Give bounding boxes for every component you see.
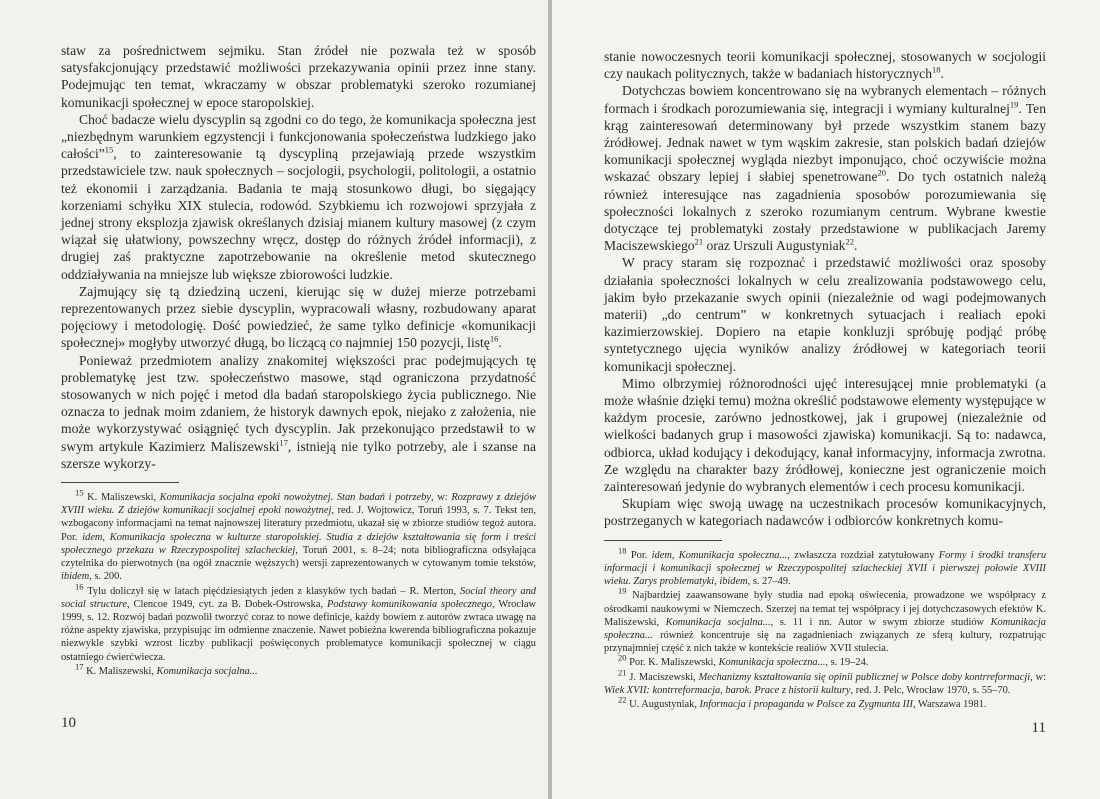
text-run: , s. 19–24. <box>825 657 869 669</box>
right-body-text <box>604 48 1046 530</box>
italic-title: Formy i środki transferu informacji i komunikacji społecznej w Rzeczypospolitej szlacheckiej XVII i pierwszej połowie XVIII wieku. Zarys problematyki, ibidem <box>604 549 1047 588</box>
footnote-divider <box>61 482 179 483</box>
footnote <box>61 661 536 678</box>
footnote-ref: 18 <box>932 64 941 75</box>
text-run: stanie nowoczesnych teorii komunikacji społecznej, stosowanych w socjologii czy naukach politycznych, także w badaniach historycznych <box>604 49 1046 82</box>
footnote-ref: 15 <box>104 144 114 155</box>
italic-title: Social theory and social structure <box>61 585 536 610</box>
text-run: , red. J. Pelc, Wrocław 1970, s. 55–70. <box>850 684 1011 696</box>
text-run: . Ten krąg zainteresowań determinowany był przede wszystkim stanem bazy źródłowej. Jednak nawet w tym wąskim zakresie, stan polskich badań dziejów komunikacji społecznej wygląda niezbyt imponująco, choć oczywiście można wskazać obszary lepiej i słabiej spenetrowane <box>604 100 1046 185</box>
text-run: również koncentruje się na zagadnieniach związanych ze sferą kultury, rozpatrując przynajmniej część z nich także w kontekście realiów XVII stulecia. <box>604 629 1046 655</box>
text-run: Por. <box>630 549 652 561</box>
left-page <box>0 0 548 799</box>
footnote-ref: 16 <box>489 333 499 344</box>
text-run: Zajmujący się tą dziedziną uczeni, kierując się w dużej mierze potrzebami reprezentowanych przez siebie dyscyplin, wypracowali własny, rozbudowany aparat pojęciowy i metodologię. Dość powiedzieć, że same tylko definicje «komunikacji społecznej» mogłyby utworzyć długą, bo liczącą co najmniej 150 pozycji, listę <box>61 283 536 351</box>
right-footnotes <box>604 545 1047 711</box>
footnote-number: 16 <box>75 581 84 592</box>
text-run: Skupiam więc swoją uwagę na uczestnikach procesów komunikacyjnych, postrzeganych w kategoriach nadawców i odbiorców konkretnych komu- <box>604 496 1046 529</box>
italic-title: Komunikacja socjalna... <box>156 665 258 677</box>
text-run: , Clencoe 1949, cyt. za B. Dobek-Ostrowska, <box>126 598 328 610</box>
text-run: , s. 200. <box>89 571 122 583</box>
footnote-ref: 17 <box>279 437 288 448</box>
footnote <box>604 545 1047 589</box>
italic-title: Komunikacja socjalna... <box>665 616 771 628</box>
text-run: . <box>940 66 944 82</box>
text-run: K. Maliszewski, <box>86 665 157 677</box>
text-run: , Toruń 2001, s. 8–24; nota bibliograficzna odsyłająca czytelnika do pierwotnych (na ogół znacznie węższych) wersji zaprezentowanych w cytowanym tomie tekstów, <box>61 544 536 570</box>
italic-title: Rozprawy z dziejów XVIII wieku. Z dziejów komunikacji socjalnej epoki nowożytnej <box>61 492 536 517</box>
text-run: , istnieją nie tylko potrzeby, ale i szanse na szersze wykorzy- <box>61 438 537 471</box>
text-run: , red. J. Wojtowicz, Toruń 1993, s. 7. Tekst ten, wzbogacony informacjami na temat najnowszej literatury przedmiotu, ukazał się w zbiorze studiów tegoż autora. Por. <box>61 505 536 543</box>
text-run: , zwłaszcza rozdział zatytułowany <box>787 549 939 561</box>
text-run: staw za pośrednictwem sejmiku. Stan źródeł nie pozwala też w sposób satysfakcjonujący przedstawić możliwości przekazywania opinii przez inne stany. Podejmując ten temat, wkraczamy w obszar problematyki szeroko rozumianej komunikacji społecznej w epoce staropolskiej. <box>61 43 536 110</box>
paragraph <box>604 495 1046 529</box>
text-run: Tylu doliczył się w latach pięćdziesiątych jeden z klasyków tych badań – R. Merton, <box>87 585 461 597</box>
text-run: Por. K. Maliszewski, <box>629 657 719 669</box>
italic-title: idem, Komunikacja społeczna w kulturze staropolskiej. Studia z dziejów kształtowania się form i treści społecznego przekazu w Rzeczypospolitej szlacheckiej <box>61 531 536 556</box>
paragraph <box>61 283 536 352</box>
text-run: , to zainteresowanie tą dyscypliną przejawiają przede wszystkim przedstawiciele tzw. nauk społecznych – socjologii, psychologii, politologii, a ostatnio też ekonomii i zarządzania. Badania te mają stosunkowo długi, bo sięgający korzeniami schyłku XIX stulecia, rodowód. Szybkiemu ich rozwojowi sprzyjała z jednej strony eksplozja zjawisk określanych dzisiaj mianem kultury masowej (z czym wiązał się ułatwiony, powszechny wręcz, dostęp do różnych źródeł informacji), z drugiej zaś praktyczne zapotrzebowanie na określenie metod skutecznego oddziaływania na mniejsze lub większe zbiorowości ludzkie. <box>61 146 536 282</box>
left-body-text <box>61 42 536 472</box>
footnote-number: 15 <box>75 487 84 498</box>
text-run: , Wrocław 1999, s. 12. Rozwój badań pozwolił tworzyć coraz to nowe definicje, każdy bowiem z autorów zwraca uwagę na różne aspekty zjawiska, przypisując im odmienne znaczenie. Nawet pobieżna kwerenda bibliograficzna pokazuje niezwykle szybki wzrost liczby publikacji poświęconych problematyce komunikacji społecznej w ciągu ostatniego ćwierćwiecza. <box>61 598 536 663</box>
footnote-number: 22 <box>618 694 627 705</box>
text-run: Dotychczas bowiem koncentrowano się na wybranych elementach – różnych formach i środkach porozumiewania się, integracji i wymiany kulturalnej <box>604 83 1046 116</box>
right-page <box>552 0 1100 799</box>
italic-title: Podstawy komunikowania społecznego <box>327 598 492 610</box>
footnote-divider <box>604 540 722 541</box>
text-run: U. Augustyniak, <box>629 698 700 710</box>
footnote <box>604 652 1046 669</box>
footnote-ref: 21 <box>694 236 704 247</box>
italic-title: Komunikacja społeczna... <box>604 616 1046 641</box>
page-number: 10 <box>61 715 76 731</box>
text-run: , w: <box>1030 671 1046 683</box>
text-run: , s. 11 i nn. Autor w swym zbiorze studiów <box>770 616 991 628</box>
text-run: J. Maciszewski, <box>629 671 699 683</box>
text-run: , w: <box>430 492 452 504</box>
italic-title: Komunikacja społeczna... <box>718 657 826 669</box>
text-run: W pracy staram się rozpoznać i przedstawić możliwości oraz sposoby działania społeczności lokalnych w celu zrealizowania podstawowego celu, jakim było przekazanie swych opinii (niezależnie od wagi podejmowanych materii) „do centrum” w konkretnych sytuacjach i realiach epoki kazimierzowskiej. Dopiero na etapie konkluzji spróbuję podjąć próbę syntetycznego ujęcia wyników analizy źródłowej w kategoriach teorii komunikacji społecznej. <box>604 255 1046 374</box>
page-number: 11 <box>1031 720 1046 736</box>
footnote-ref: 22 <box>845 236 854 247</box>
text-run: Ponieważ przedmiotem analizy znakomitej większości prac podejmujących tę problematykę jest tzw. społeczeństwo masowe, stąd ograniczona przydatność stosowanych w nich pojęć i metod dla badań staropolskiego życia publicznego. Nie oznacza to jednak moim zdaniem, że historyk dawnych epok, niejako z założenia, nie może wykorzystywać osiągnięć tych dyscyplin. Jak przekonująco przedstawił to w swym artykule Kazimierz Maliszewski <box>61 352 536 454</box>
footnote-number: 21 <box>618 667 627 678</box>
italic-title: idem, Komunikacja społeczna... <box>651 549 788 561</box>
text-run: , Warszawa 1981. <box>913 698 987 710</box>
left-footnotes <box>61 487 536 678</box>
italic-title: Mechanizmy kształtowania się opinii publicznej w Polsce doby kontrreformacji <box>698 671 1031 683</box>
paragraph <box>61 352 536 472</box>
footnote-number: 17 <box>75 661 84 672</box>
footnote-ref: 20 <box>877 167 886 178</box>
footnote <box>604 585 1046 655</box>
text-run: Choć badacze wielu dyscyplin są zgodni co do tego, że komunikacja społeczna jest „niezbędnym warunkiem egzystencji i funkcjonowania społeczeństwa ludzkiego jako całości” <box>61 111 536 162</box>
footnote <box>604 667 1046 697</box>
footnote <box>604 694 1046 711</box>
footnote-number: 19 <box>618 585 627 596</box>
italic-title: Wiek XVII: kontrreformacja, barok. Prace z historii kultury <box>604 684 851 696</box>
italic-title: ibidem <box>61 571 90 583</box>
footnote <box>61 581 536 664</box>
italic-title: Komunikacja socjalna epoki nowożytnej. Stan badań i potrzeby <box>159 492 431 504</box>
text-run: K. Maliszewski, <box>87 492 160 504</box>
footnote-number: 20 <box>618 652 627 663</box>
paragraph <box>604 375 1046 495</box>
italic-title: Informacja i propaganda w Polsce za Zygmunta III <box>699 698 914 710</box>
text-run: , s. 27–49. <box>747 576 791 588</box>
text-run: . <box>498 335 502 351</box>
paragraph <box>61 111 536 283</box>
footnote-number: 18 <box>618 545 627 556</box>
paragraph <box>604 254 1046 374</box>
paragraph <box>604 82 1046 254</box>
text-run: . <box>853 238 858 254</box>
text-run: Mimo olbrzymiej różnorodności ujęć interesującej mnie problematyki (a może właśnie dzięki temu) można określić podstawowe elementy występujące w każdym procesie, zarówno jednostkowej, jak i grupowej (niezależnie od wielkości badanych grup i masowości zjawiska) komunikacji. Są to: nadawca, odbiorca, układ kodujący i dekodujący, kanał informacyjny, informacja zwrotna. Ze względu na charakter bazy źródłowej, konieczne jest ograniczenie moich zainteresowań jedynie do wybranych elementów i cech procesu komunikacji. <box>604 375 1046 495</box>
footnote <box>61 487 536 583</box>
text-run: oraz Urszuli Augustyniak <box>703 238 846 254</box>
text-run: Najbardziej zaawansowane były studia nad epoką oświecenia, prowadzone we współpracy z ośrodkami naukowymi w Niemczech. Szerzej na temat tej współpracy i jej dotychczasowych efektów K. Maliszewski, <box>604 590 1046 628</box>
text-run: . Do tych ostatnich należą również interesujące nas zagadnienia sposobów porozumiewania się społeczności lokalnych z szeroko rozumianym centrum. Wybrane kwestie dotyczące tej problematyki zostały przedstawione w publikacjach Jaremy Maciszewskiego <box>604 169 1046 254</box>
footnote-ref: 19 <box>1009 99 1019 110</box>
paragraph <box>61 42 536 111</box>
paragraph <box>604 48 1046 82</box>
